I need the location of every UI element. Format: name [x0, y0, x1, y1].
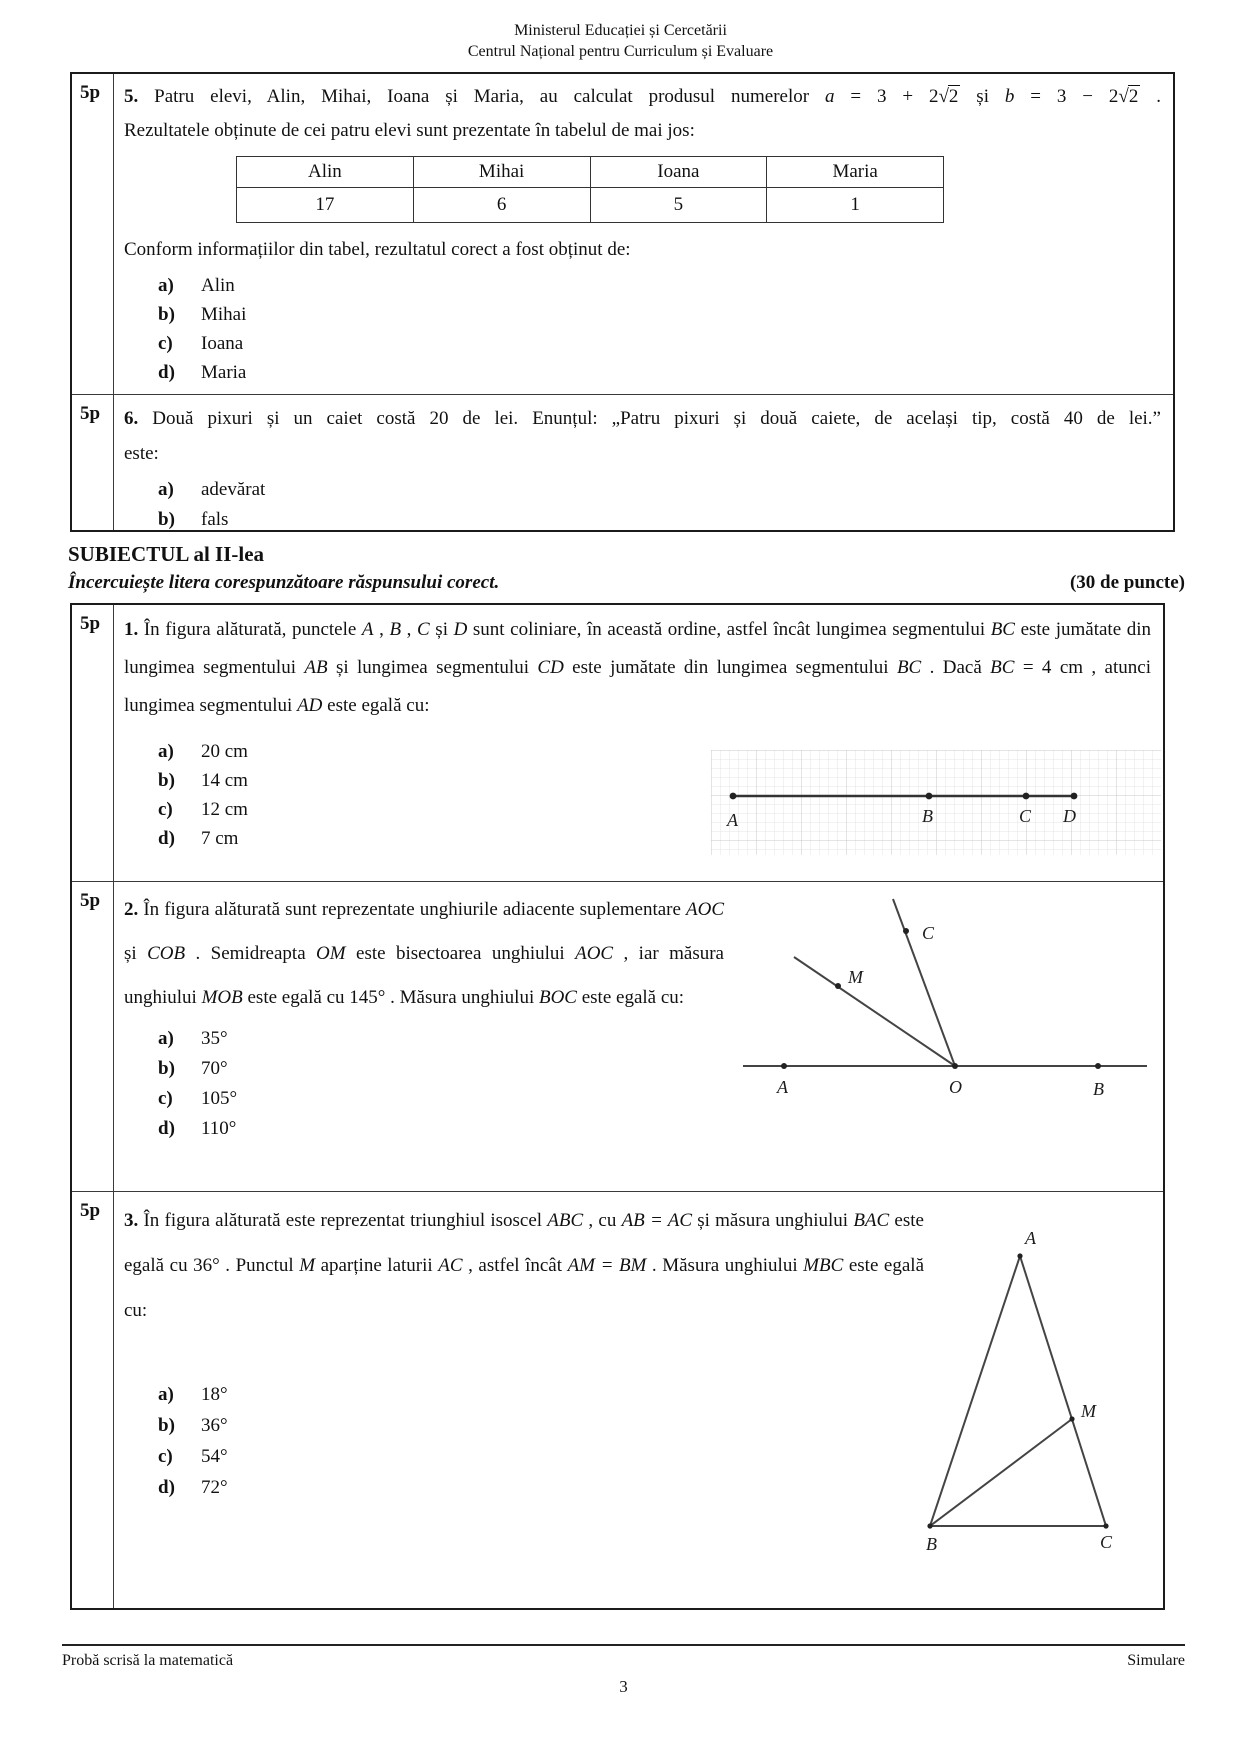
question-2-statement: 2. În figura alăturată sunt reprezentate unghiurile adiacente suplementare AOC și COB . Semidreapta OM este bisectoarea unghiului AOC , iar măsura unghiului MOB este egală cu 145° . Măsura unghiului BOC este egală cu:	[124, 899, 724, 1008]
results-value-maria: 1	[767, 188, 944, 223]
header	[0, 0, 1241, 62]
subject2-instruction-row	[68, 568, 1185, 598]
option-letter: c)	[158, 1088, 173, 1109]
option-letter: b)	[158, 1415, 175, 1436]
option-letter: d)	[158, 828, 175, 849]
option-text: 20 cm	[201, 741, 248, 762]
option-text: 7 cm	[201, 828, 239, 849]
option-text: 110°	[201, 1118, 237, 1139]
point-C	[903, 928, 909, 934]
option-text: 14 cm	[201, 770, 248, 791]
label-B: B	[922, 806, 933, 826]
option-text: 54°	[201, 1446, 228, 1467]
question-6-line2: este:	[124, 443, 159, 464]
label-A: A	[777, 1077, 788, 1097]
option-text: 18°	[201, 1384, 228, 1405]
option-letter: c)	[158, 333, 173, 354]
option-a	[124, 475, 1161, 505]
label-A: A	[727, 810, 738, 830]
label-M: M	[848, 967, 863, 987]
option-text: 70°	[201, 1058, 228, 1079]
option-letter: b)	[158, 304, 175, 325]
points-badge: 5p	[72, 395, 114, 530]
option-letter: d)	[158, 1477, 175, 1498]
label-B: B	[1093, 1079, 1104, 1099]
option-a	[124, 271, 1161, 300]
question-5-line3: Conform informațiilor din tabel, rezultatul corect a fost obținut de:	[124, 239, 631, 260]
label-O: O	[949, 1077, 962, 1097]
header-line-1: Ministerul Educației și Cercetării	[514, 22, 727, 39]
results-table-header-row	[237, 157, 944, 188]
option-letter: d)	[158, 1118, 175, 1139]
question-2	[72, 881, 1163, 1191]
point-B	[927, 1523, 932, 1528]
points-badge: 5p	[72, 1192, 114, 1608]
question-2-content	[114, 882, 1163, 1191]
option-letter: c)	[158, 1446, 173, 1467]
results-header-mihai: Mihai	[413, 157, 590, 188]
results-header-maria: Maria	[767, 157, 944, 188]
subject2-table	[70, 603, 1165, 1610]
side-AB	[930, 1256, 1020, 1526]
figure-adjacent-angles	[741, 894, 1161, 1099]
question-6	[72, 394, 1173, 530]
option-d	[124, 358, 1161, 387]
points-badge: 5p	[72, 605, 114, 881]
point-D	[1071, 793, 1078, 800]
segment-BM	[930, 1419, 1072, 1526]
option-text: Alin	[201, 275, 235, 296]
question-5	[72, 74, 1173, 394]
question-3-statement: 3. În figura alăturată este reprezentat triunghiul isoscel ABC , cu AB = AC și măsura unghiului BAC este egală cu 36° . Punctul M aparține laturii AC , astfel încât AM = BM . Măsura unghiului MBC este egală cu:	[124, 1210, 925, 1321]
option-text: 105°	[201, 1088, 238, 1109]
question-1	[72, 605, 1163, 881]
question-5-statement: 5. Patru elevi, Alin, Mihai, Ioana și Maria, au calculat produsul numerelor a = 3 + 2√2 și b = 3 − 2√2 .	[124, 86, 1161, 107]
results-header-ioana: Ioana	[590, 157, 767, 188]
option-d	[124, 1114, 1151, 1144]
question-1-statement: 1. În figura alăturată, punctele A , B , C și D sunt coliniare, în această ordine, astfel încât lungimea segmentului BC este jumătate din lungimea segmentului AB și lungimea segmentului CD este jumătate din lungimea segmentului BC . Dacă BC = 4 cm , atunci lungimea segmentului AD este egală cu:	[124, 619, 1151, 716]
point-O	[952, 1063, 958, 1069]
point-B	[1095, 1063, 1101, 1069]
label-D: D	[1063, 806, 1076, 826]
question-6-options	[124, 475, 1161, 530]
results-value-ioana: 5	[590, 188, 767, 223]
label-B: B	[926, 1534, 937, 1554]
option-text: 12 cm	[201, 799, 248, 820]
option-letter: a)	[158, 1384, 174, 1405]
results-table-value-row	[237, 188, 944, 223]
question-5-content	[114, 74, 1173, 394]
question-1-content	[114, 605, 1163, 881]
results-value-mihai: 6	[413, 188, 590, 223]
point-A	[781, 1063, 787, 1069]
question-6-content	[114, 395, 1173, 530]
subject2-points-note: (30 de puncte)	[1069, 572, 1185, 593]
option-letter: a)	[158, 275, 174, 296]
ray-OM	[794, 957, 955, 1066]
points-badge: 5p	[72, 74, 114, 394]
point-B	[926, 793, 933, 800]
option-b	[124, 505, 1161, 530]
option-letter: a)	[158, 1028, 174, 1049]
point-C	[1023, 793, 1030, 800]
side-AC	[1020, 1256, 1106, 1526]
option-letter: b)	[158, 770, 175, 791]
page-number: 3	[619, 1677, 628, 1696]
footer-right: Simulare	[1127, 1652, 1185, 1669]
footer	[62, 1644, 1185, 1697]
label-C: C	[1019, 806, 1032, 826]
option-text: 72°	[201, 1477, 228, 1498]
option-text: adevărat	[201, 479, 266, 500]
question-3	[72, 1191, 1163, 1608]
question-5-line2: Rezultatele obținute de cei patru elevi sunt prezentate în tabelul de mai jos:	[124, 120, 695, 141]
subject1-table	[70, 72, 1175, 532]
results-table	[236, 156, 944, 223]
results-value-alin: 17	[237, 188, 414, 223]
option-letter: b)	[158, 509, 175, 530]
option-text: fals	[201, 509, 229, 530]
option-text: Mihai	[201, 304, 247, 325]
figure-isosceles-triangle	[873, 1229, 1153, 1564]
option-text: 36°	[201, 1415, 228, 1436]
option-letter: b)	[158, 1058, 175, 1079]
label-C: C	[922, 923, 935, 943]
label-A: A	[1025, 1229, 1036, 1248]
results-header-alin: Alin	[237, 157, 414, 188]
option-letter: a)	[158, 479, 174, 500]
option-b	[124, 300, 1161, 329]
point-M	[1069, 1416, 1074, 1421]
option-text: Ioana	[201, 333, 244, 354]
points-badge: 5p	[72, 882, 114, 1191]
footer-left: Probă scrisă la matematică	[62, 1652, 234, 1669]
label-C: C	[1100, 1532, 1113, 1552]
question-5-options	[124, 271, 1161, 387]
figure-collinear-points	[711, 750, 1161, 855]
point-C	[1103, 1523, 1108, 1528]
option-text: 35°	[201, 1028, 228, 1049]
footer-line	[62, 1651, 1185, 1671]
option-letter: c)	[158, 799, 173, 820]
option-letter: a)	[158, 741, 174, 762]
question-3-content	[114, 1192, 1163, 1608]
option-text: Maria	[201, 362, 247, 383]
option-c	[124, 329, 1161, 358]
subject2-instruction: Încercuiește litera corespunzătoare răspunsului corect.	[68, 572, 500, 593]
option-letter: d)	[158, 362, 175, 383]
question-6-statement: 6. Două pixuri și un caiet costă 20 de lei. Enunțul: „Patru pixuri și două caiete, de același tip, costă 40 de lei.”	[124, 408, 1161, 429]
grid-background	[711, 750, 1161, 855]
point-A	[1017, 1253, 1022, 1258]
point-M	[835, 983, 841, 989]
label-M: M	[1081, 1401, 1096, 1421]
subject2-title: SUBIECTUL al II-lea	[68, 542, 265, 566]
point-A	[730, 793, 737, 800]
header-line-2: Centrul Național pentru Curriculum și Evaluare	[467, 43, 774, 60]
